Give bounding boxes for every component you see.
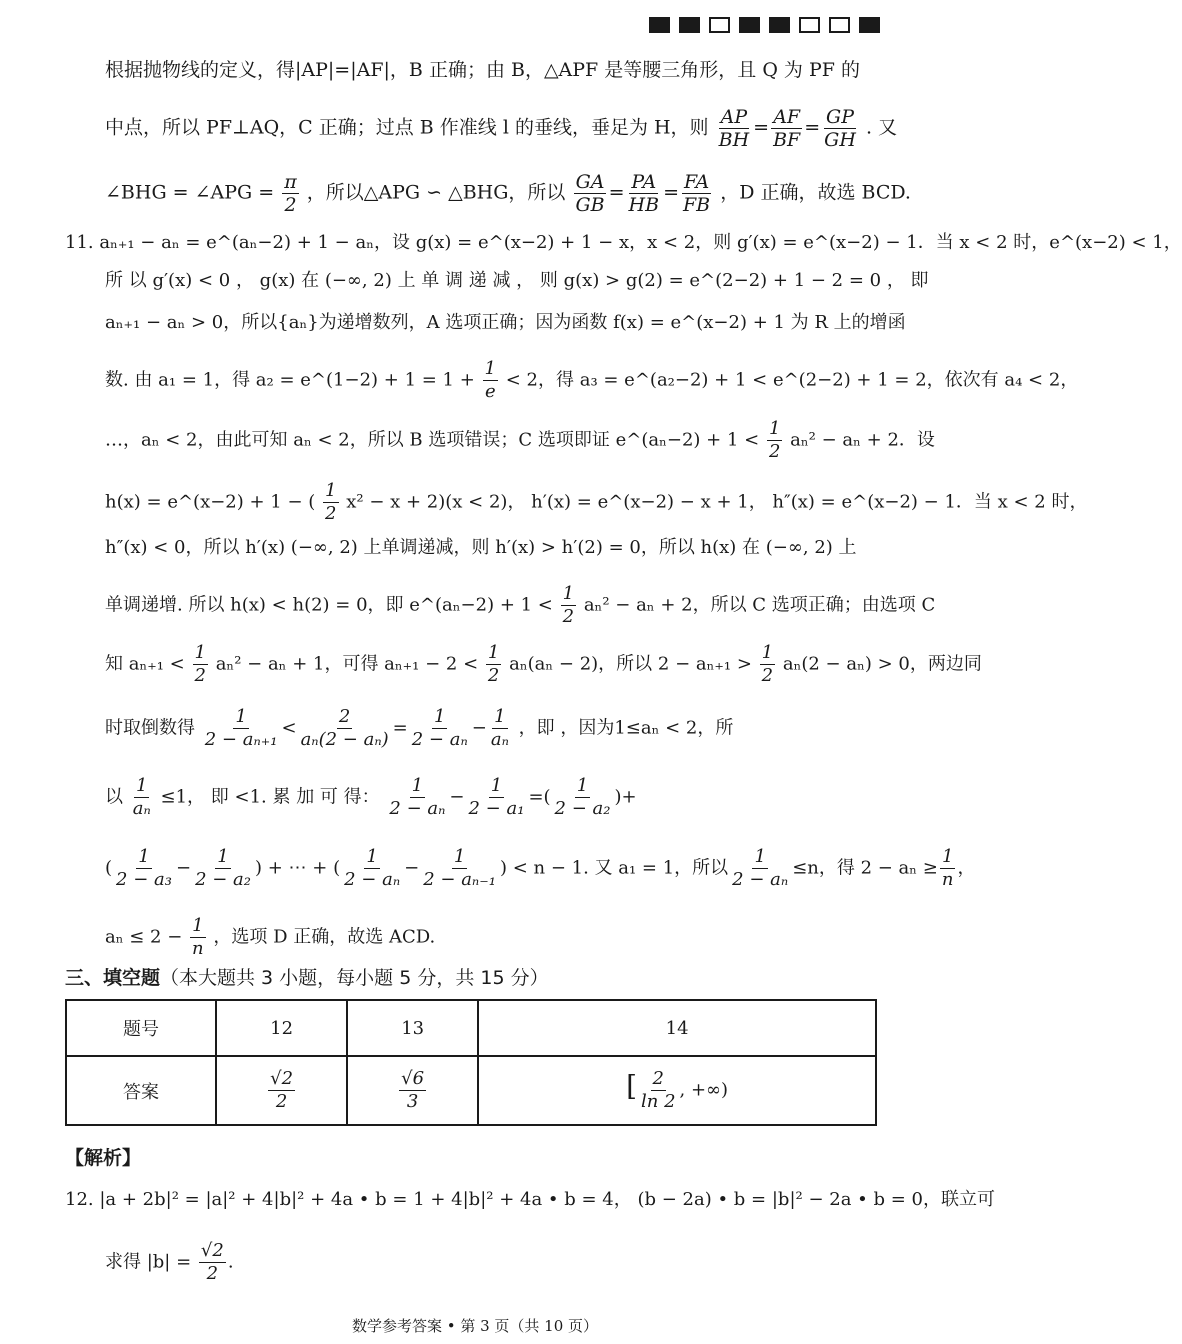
text: aₙ² − aₙ + 2，所以 C 选项正确；由选项 C [583,594,936,616]
text: . 又 [865,116,898,139]
numerator: √2 [270,1068,294,1089]
fraction [767,418,782,463]
text: ∠BHG = ∠APG = [105,181,275,204]
q10-line-3: ∠BHG = ∠APG = $\frac{\pi}{2}$ ，所以△APG ∽ △BHG，所以 $\frac{GA}{GB}$ = $\frac{PA}{HB}$ = $\frac{FA}{FB}$ ，D 正确，故选 BCD. [105,171,911,216]
fraction [410,706,470,751]
denominator: 2 [206,1263,219,1284]
fraction [190,915,206,960]
text: ，因为1≤aₙ < 2，所 [560,717,734,739]
text: ，即 [518,717,555,739]
numerator: 1 [325,480,337,501]
text: 时取倒数得 [105,717,195,739]
answer-label-cell: 答案 [66,1056,216,1125]
fraction [199,1240,226,1285]
fraction [573,171,606,216]
header-markers [649,17,880,33]
marker-filled [769,17,790,33]
numerator: PA [631,171,657,193]
text: ≤n，得 2 − aₙ ≥ [792,857,938,879]
marker-filled [679,17,700,33]
marker-empty [829,17,850,33]
text: x² − x + 2)(x < 2)， h′(x) = e^(x−2) − x + 1， h″(x) = e^(x−2) − 1．当 x < 2 时， [346,491,1088,513]
answer-table [65,999,877,1126]
numerator: 2 [338,706,351,727]
denominator: 2 − a₁ [468,798,525,819]
fraction [483,358,498,403]
text: aₙ₊₁ − aₙ > 0，所以{aₙ}为递增数列，A 选项正确；因为函数 f(x) = e^(x−2) + 1 为 R 上的增函 [105,312,906,333]
fraction [399,1068,426,1113]
fraction [387,775,447,820]
text: aₙ² − aₙ + 2．设 [790,429,935,451]
q11-line-13 [105,915,878,960]
numerator: 2 [652,1068,664,1089]
numerator: √6 [401,1068,425,1089]
numerator: 1 [754,846,766,867]
fraction [203,706,280,751]
numerator: 1 [484,358,496,379]
denominator: GB [575,194,605,216]
text: 中点，所以 PF⊥AQ，C 正确；过点 B 作准线 l 的垂线，垂足为 H，则 [105,116,709,139]
numerator: 1 [562,583,575,604]
text: aₙ ≤ 2 − [105,926,183,948]
fraction [282,171,299,216]
q11-line-7 [105,533,878,563]
answer-cell [216,1056,347,1125]
text: 数. 由 a₁ = 1，得 a₂ = e^(1−2) + 1 = 1 + [105,369,475,391]
header-label-cell: 题号 [66,1000,216,1056]
numerator: 1 [453,846,466,867]
denominator: 2 − aₙ₊₁ [204,729,278,750]
text: 12. |a + 2b|² = |a|² + 4|b|² + 4a • b = 1 + 4|b|² + 4a • b = 4， (b − 2a) • b = |b|² − 2a • b = 0，联立可 [65,1189,995,1210]
numerator: 1 [366,846,378,867]
answer-table-header-row [66,1000,876,1056]
text: aₙ(2 − aₙ) > 0，两边同 [782,653,982,675]
text: 根据抛物线的定义，得|AP|=|AF|，B 正确；由 B，△APF 是等腰三角形，且 Q 为 PF 的 [105,59,860,81]
numerator: 1 [411,775,424,796]
numerator: 1 [136,775,148,796]
text: ，选项 D 正确，故选 ACD. [213,926,436,948]
numerator: √2 [200,1240,224,1261]
text: 单调递增. 所以 h(x) < h(2) = 0，即 e^(aₙ−2) + 1 < [105,594,553,616]
q11-line-1 [65,228,1182,258]
text: ( [105,857,113,879]
denominator: 2 [284,194,297,216]
denominator: 2 [562,606,575,627]
question-number-cell: 14 [478,1000,876,1056]
q11-line-4 [105,358,1079,403]
fraction [940,846,956,891]
numerator: 1 [192,915,204,936]
marker-filled [859,17,880,33]
fraction [193,846,253,891]
text: aₙ² − aₙ + 1，可得 aₙ₊₁ − 2 < [215,653,479,675]
denominator: 2 [194,665,206,686]
denominator: aₙ [490,729,509,750]
denominator: GH [824,129,856,151]
text: h(x) = e^(x−2) + 1 − ( [105,491,316,513]
numerator: 1 [487,642,500,663]
q11-line-6 [105,480,1088,525]
fraction [760,642,775,687]
section-heading: 三、填空题 [65,967,161,989]
answer-cell [347,1056,478,1125]
q12-line-1 [65,1185,995,1215]
text: ) < n − 1. 又 a₁ = 1，所以 [499,857,729,879]
denominator: BH [718,129,750,151]
text: 以 [105,786,123,808]
q10-line-1 [105,55,878,85]
fraction [131,775,153,820]
bracket: [ [626,1069,637,1103]
text: ，所以△APG ∽ △BHG，所以 [306,181,566,204]
q10-line-2: 中点，所以 PF⊥AQ，C 正确；过点 B 作准线 l 的垂线，垂足为 H，则 $\frac{AP}{BH}$ = $\frac{AF}{BF}$ = $\frac{GP}{GH}$ . 又 [105,106,898,151]
fraction [730,846,790,891]
denominator: FB [683,194,711,216]
numerator: 1 [138,846,150,867]
denominator: n [941,869,954,890]
denominator: ln 2 [641,1091,676,1112]
text: ) + ⋯ + ( [255,857,341,879]
text: h″(x) < 0，所以 h′(x) (−∞, 2) 上单调递减，则 h′(x) > h′(2) = 0，所以 h(x) 在 (−∞, 2) 上 [105,537,857,558]
fraction [561,583,576,628]
denominator: 2 − aₙ₋₁ [423,869,496,890]
section-title [65,963,549,990]
numerator: 1 [490,775,503,796]
denominator: aₙ [132,798,151,819]
q11-line-5 [105,418,935,463]
fraction [467,775,527,820]
denominator: 2 [487,665,500,686]
fraction [486,642,501,687]
denominator: BF [773,129,801,151]
numerator: 1 [761,642,774,663]
numerator: GP [826,106,855,128]
question-number-cell: 13 [347,1000,478,1056]
denominator: n [192,938,204,959]
fraction [193,642,208,687]
fraction [299,706,391,751]
denominator: 2 − aₙ [732,869,789,890]
numerator: 1 [941,846,954,867]
numerator: 1 [576,775,589,796]
q11-line-2 [105,266,929,296]
marker-filled [739,17,760,33]
text: <1. 累 加 可 得： [234,786,380,808]
numerator: 1 [217,846,229,867]
fraction [342,846,402,891]
q11-line-9 [105,642,982,687]
fraction [717,106,752,151]
text: 求得 |b| = [105,1251,192,1273]
denominator: 2 − a₂ [554,798,611,819]
interval-end: , +∞) [679,1079,729,1101]
denominator: e [484,381,496,402]
numerator: AP [720,106,748,128]
marker-empty [709,17,730,33]
denominator: 2 [325,503,337,524]
marker-empty [799,17,820,33]
denominator: 3 [406,1091,419,1112]
denominator: 2 [768,441,781,462]
text: ≤1， 即 [160,786,229,808]
text: …，aₙ < 2，由此可知 aₙ < 2，所以 B 选项错误；C 选项即证 e^(aₙ−2) + 1 < [105,429,760,451]
denominator: 2 − aₙ [411,729,468,750]
q12-line-2 [105,1240,878,1285]
numerator: 1 [194,642,206,663]
q11-line-12: ( $\frac{1}{\text{2 − a₃}}$ − $\frac{1}{\text{2 − a₂}}$ ) + ⋯ + ( $\frac{1}{\text{2 − aₙ}}$ − $\frac{1}{\text{2 − aₙ₋₁}}$ ) < n − 1. 又 a₁ = 1，所以 $\frac{1}{\text{2 − aₙ}}$ ≤n，得 2 − aₙ ≥ $\frac{1}{n}$ ， [105,846,976,890]
fraction [627,171,662,216]
denominator: 2 − aₙ [389,798,446,819]
fraction [681,171,712,216]
denominator: 2 − a₂ [195,869,251,890]
q11-line-10: 时取倒数得 $\frac{1}{\text{2 − aₙ₊₁}}$ < $\frac{2}{\text{aₙ(2 − aₙ)}}$ = $\frac{1}{\text{2 − aₙ}}$ − $\frac{1}{\text{aₙ}}$ ，即 ，因为1≤aₙ < 2，所 [105,706,734,750]
fraction [268,1068,295,1113]
text: aₙ(aₙ − 2)，所以 2 − aₙ₊₁ > [509,653,752,675]
section-subtitle: （本大题共 3 小题，每小题 5 分，共 15 分） [160,967,549,989]
fraction [323,480,338,525]
q11-line-11: 以 $\frac{1}{\text{aₙ}}$ ≤1， 即 <1. 累 加 可 得： $\frac{1}{\text{2 − aₙ}}$ − $\frac{1}{\text{2 − a₁}}$ =( $\frac{1}{\text{2 − a₂}}$ )+ [105,775,637,819]
numerator: 1 [434,706,446,727]
denominator: 2 − aₙ [344,869,401,890]
fraction [421,846,498,891]
numerator: GA [575,171,605,193]
text: ，D 正确，故选 BCD. [720,181,911,204]
fraction [489,706,511,751]
text: 所 以 g′(x) < 0 ， g(x) 在 (−∞, 2) 上 单 调 递 减 ， 则 g(x) > g(2) = e^(2−2) + 1 − 2 = 0 ， 即 [105,270,929,291]
numerator: 1 [768,418,781,439]
numerator: FA [683,171,710,193]
q11-line-8 [105,583,936,628]
fraction [771,106,802,151]
text: 11. aₙ₊₁ − aₙ = e^(aₙ−2) + 1 − aₙ，设 g(x) = e^(x−2) + 1 − x，x < 2，则 g′(x) = e^(x−2) − 1．当 x < 2 时，e^(x−2) < 1， [65,232,1182,253]
fraction [114,846,174,891]
numerator: 1 [235,706,247,727]
answer-table-answer-row [66,1056,876,1125]
fraction [822,106,858,151]
text: . [227,1251,234,1273]
analysis-heading: 【解析】 [65,1147,142,1169]
page-footer: 数学参考答案 • 第 3 页（共 10 页） [351,1317,599,1335]
denominator: 2 [275,1091,288,1112]
denominator: 2 [761,665,774,686]
denominator: 2 − a₃ [116,869,172,890]
text: 知 aₙ₊₁ < [105,653,185,675]
q11-line-3 [105,308,906,338]
answer-cell [478,1056,876,1125]
fraction [553,775,613,820]
denominator: aₙ(2 − aₙ) [300,729,389,750]
fraction [639,1068,678,1113]
numerator: AF [773,106,801,128]
numerator: π [284,171,297,193]
text: < 2，得 a₃ = e^(a₂−2) + 1 < e^(2−2) + 1 = 2，依次有 a₄ < 2， [505,369,1079,391]
numerator: 1 [494,706,506,727]
denominator: HB [628,194,660,216]
question-number-cell: 12 [216,1000,347,1056]
marker-filled [649,17,670,33]
